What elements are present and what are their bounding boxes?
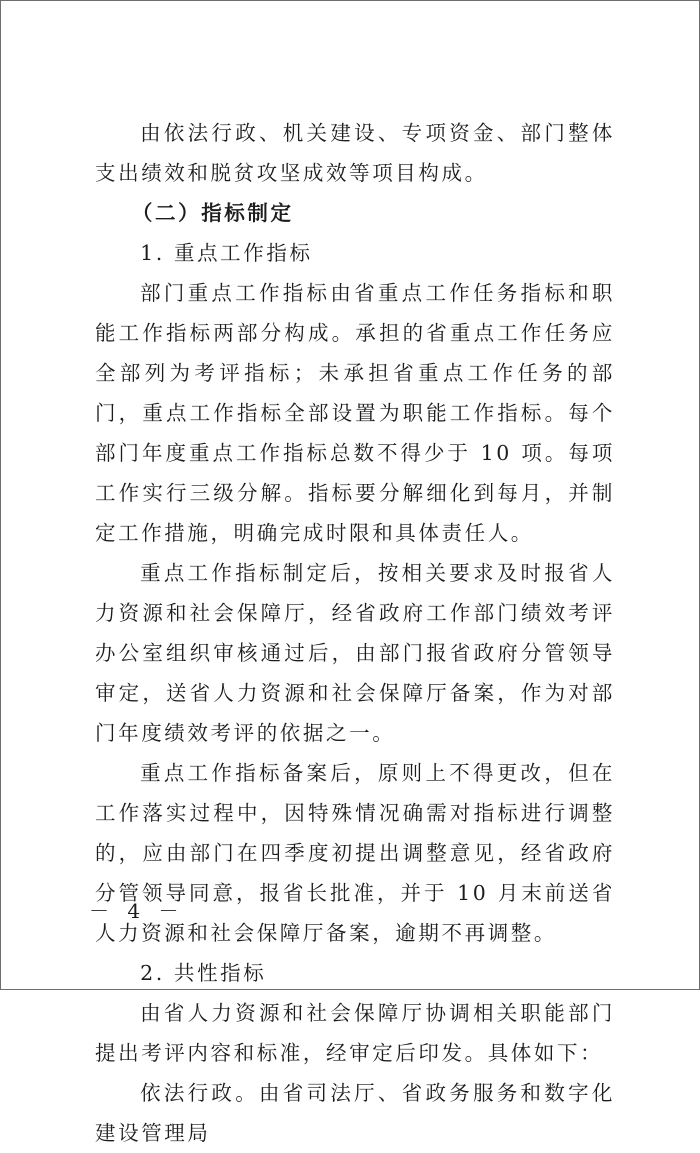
document-body bbox=[95, 113, 615, 1153]
paragraph-continued: 由依法行政、机关建设、专项资金、部门整体支出绩效和脱贫攻坚成效等项目构成。 bbox=[95, 121, 615, 185]
sub-heading-common-indicators: 2. 共性指标 bbox=[140, 961, 267, 985]
paragraph: 重点工作指标备案后，原则上不得更改，但在工作落实过程中，因特殊情况确需对指标进行调整的，应由部门在四季度初提出调整意见，经省政府分管领导同意，报省长批准，并于 10 月末前送省人力资源和社会保障厅备案，逾期不再调整。 bbox=[95, 761, 615, 945]
sub-heading-key-indicators: 1. 重点工作指标 bbox=[140, 241, 313, 265]
paragraph: 重点工作指标制定后，按相关要求及时报省人力资源和社会保障厅，经省政府工作部门绩效考评办公室组织审核通过后，由部门报省政府分管领导审定，送省人力资源和社会保障厅备案，作为对部门年度绩效考评的依据之一。 bbox=[95, 561, 615, 745]
paragraph: 依法行政。由省司法厅、省政务服务和数字化建设管理局 bbox=[95, 1081, 615, 1145]
paragraph: 部门重点工作指标由省重点工作任务指标和职能工作指标两部分构成。承担的省重点工作任务应全部列为考评指标；未承担省重点工作任务的部门，重点工作指标全部设置为职能工作指标。每个部门年度重点工作指标总数不得少于 10 项。每项工作实行三级分解。指标要分解细化到每月，并制定工作措施，明确完成时限和具体责任人。 bbox=[95, 281, 615, 545]
section-heading: （二）指标制定 bbox=[131, 201, 294, 225]
page-number: － 4 － bbox=[89, 899, 185, 923]
paragraph: 由省人力资源和社会保障厅协调相关职能部门提出考评内容和标准，经审定后印发。具体如下： bbox=[95, 1001, 615, 1065]
